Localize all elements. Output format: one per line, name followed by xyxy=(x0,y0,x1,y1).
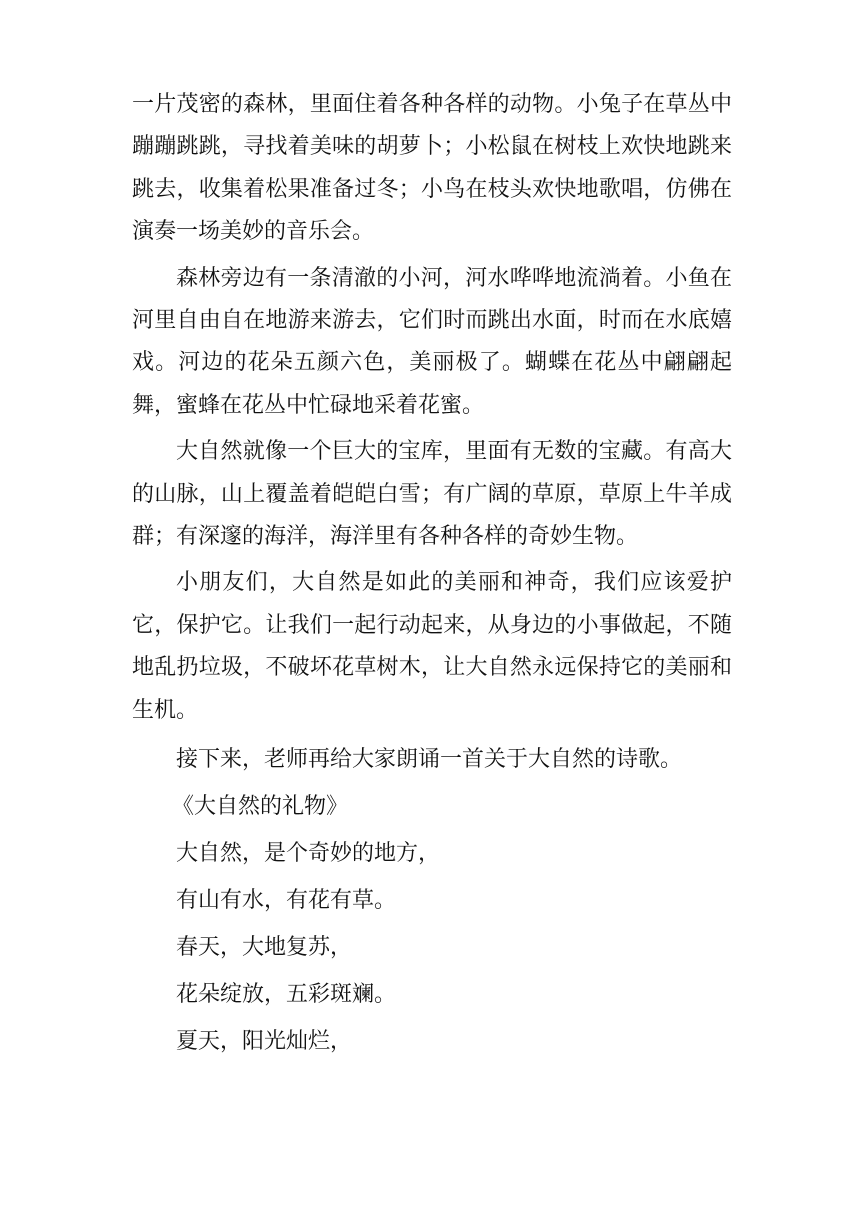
poem-line: 大自然，是个奇妙的地方， xyxy=(176,841,441,867)
poem-line: 春天，大地复苏， xyxy=(176,935,353,961)
document-page xyxy=(132,84,732,1065)
paragraph-protect-nature: 小朋友们，大自然是如此的美丽和神奇，我们应该爱护它，保护它。让我们一起行动起来，从身边的小事做起，不随地乱扔垃圾，不破坏花草树木，让大自然永远保持它的美丽和生机。 xyxy=(132,570,732,723)
poem-line: 有山有水，有花有草。 xyxy=(176,888,397,914)
poem-title: 《大自然的礼物》 xyxy=(172,794,349,820)
paragraph-poem-intro: 接下来，老师再给大家朗诵一首关于大自然的诗歌。 xyxy=(176,747,683,773)
poem-line: 夏天，阳光灿烂， xyxy=(176,1029,353,1055)
poem-line: 花朵绽放，五彩斑斓。 xyxy=(176,982,397,1008)
paragraph-river: 森林旁边有一条清澈的小河，河水哗哗地流淌着。小鱼在河里自由自在地游来游去，它们时而跳出水面，时而在水底嬉戏。河边的花朵五颜六色，美丽极了。蝴蝶在花丛中翩翩起舞，蜜蜂在花丛中忙碌地采着花蜜。 xyxy=(132,265,732,418)
paragraph-forest-animals: 一片茂密的森林，里面住着各种各样的动物。小兔子在草丛中蹦蹦跳跳，寻找着美味的胡萝卜；小松鼠在树枝上欢快地跳来跳去，收集着松果准备过冬；小鸟在枝头欢快地歌唱，仿佛在演奏一场美妙的音乐会。 xyxy=(132,92,732,245)
paragraph-treasure: 大自然就像一个巨大的宝库，里面有无数的宝藏。有高大的山脉，山上覆盖着皑皑白雪；有广阔的草原，草原上牛羊成群；有深邃的海洋，海洋里有各种各样的奇妙生物。 xyxy=(132,439,732,550)
